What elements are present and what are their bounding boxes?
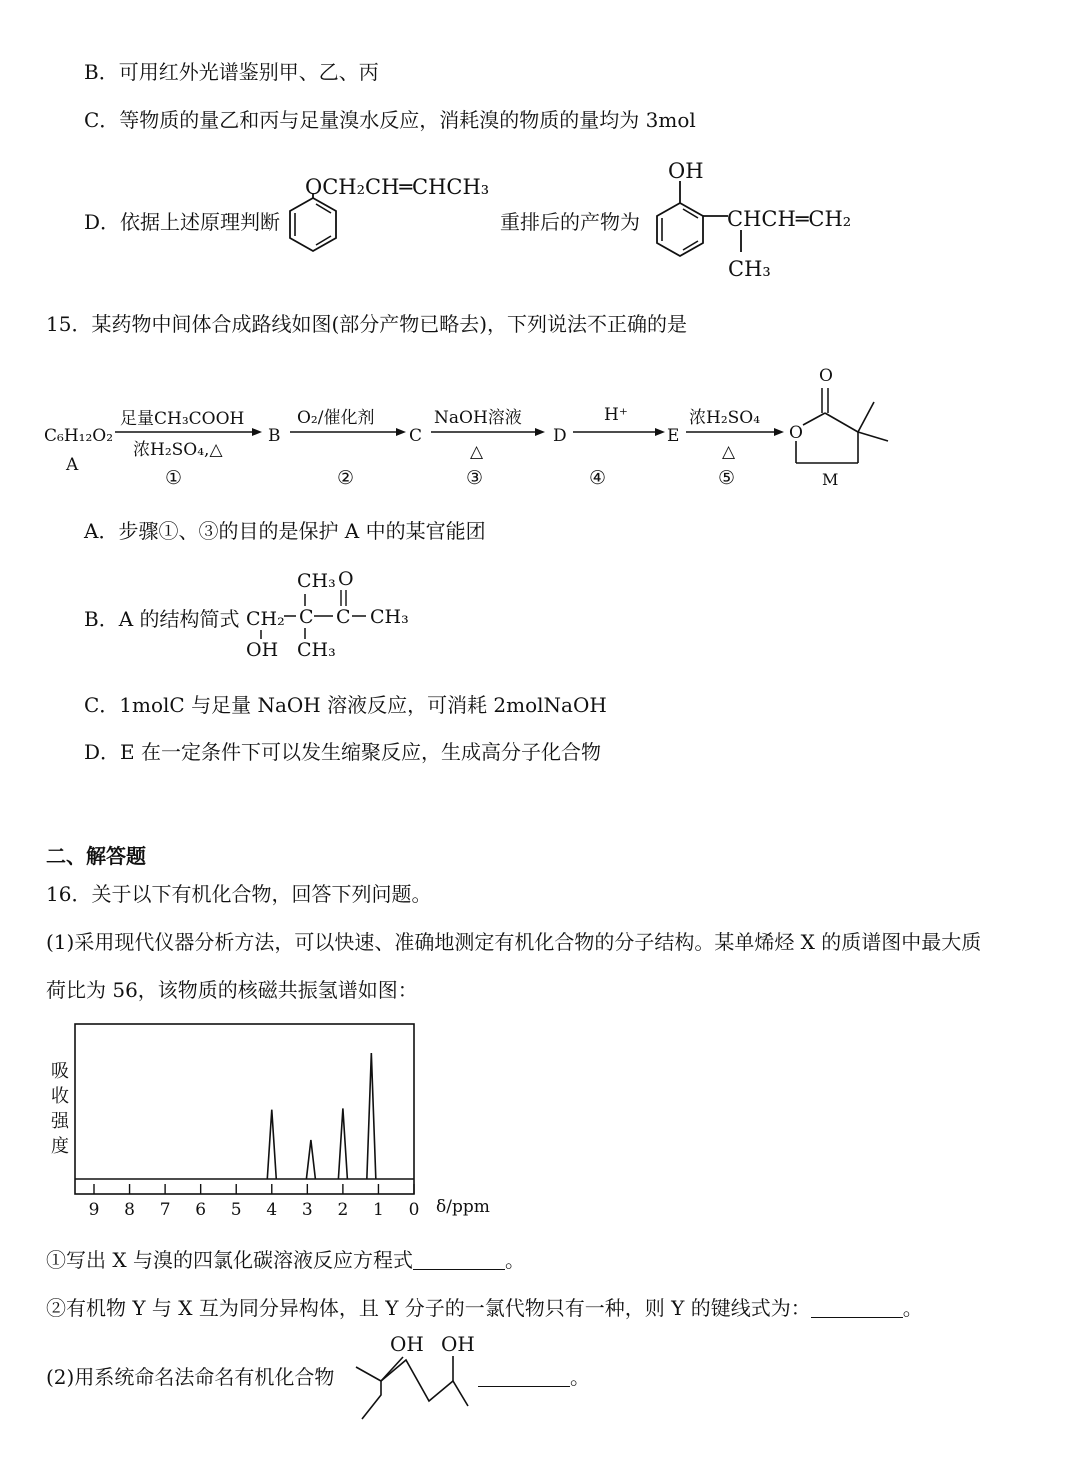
- nmr-tick-label: 8: [124, 1200, 135, 1220]
- nmr-xlabel: δ/ppm: [436, 1197, 490, 1217]
- nmr-ylabel-char: 收: [51, 1086, 69, 1107]
- nmr-ylabel-char: 强: [51, 1111, 69, 1132]
- q16-part2-answer: [478, 1367, 590, 1387]
- a-carbonyl-carbon: C: [336, 606, 351, 628]
- q16-part1-line1: (1)采用现代仪器分析方法，可以快速、准确地测定有机化合物的分子结构。某单烯烃 X 的质谱图中最大质: [46, 930, 982, 954]
- a-ch2-label: CH₂: [246, 608, 285, 630]
- step2-reagent: O₂/催化剂: [297, 408, 375, 428]
- nmr-tick-label: 3: [301, 1200, 313, 1220]
- nmr-ylabel-char: 吸: [51, 1061, 69, 1082]
- a-right-methyl: CH₃: [370, 606, 409, 628]
- q16-part2-end: 。: [570, 1365, 590, 1389]
- compound-d: D: [553, 426, 567, 446]
- product-methyl-label: CH₃: [728, 257, 771, 281]
- a-carbonyl-oxygen: O: [338, 568, 354, 590]
- step5-reagent: 浓H₂SO₄: [689, 408, 761, 428]
- answer-blank-3[interactable]: [478, 1386, 570, 1387]
- q15-option-c: C．1molC 与足量 NaOH 溶液反应，可消耗 2molNaOH: [84, 693, 607, 717]
- m-label: M: [822, 470, 839, 489]
- compound-b: B: [268, 426, 281, 446]
- nmr-tick-label: 9: [88, 1200, 100, 1220]
- q14-option-b: B．可用红外光谱鉴别甲、乙、丙: [84, 60, 379, 84]
- step4-number: ④: [589, 467, 607, 489]
- step2-number: ②: [337, 467, 355, 489]
- reactant-chain-label: OCH₂CH═CHCH₃: [305, 175, 490, 199]
- compound-a-formula: C₆H₁₂O₂: [44, 426, 114, 446]
- step1-number: ①: [165, 467, 183, 489]
- nmr-tick-label: 4: [266, 1200, 278, 1220]
- step3-number: ③: [466, 467, 484, 489]
- q16-sub1-end: 。: [504, 1248, 525, 1272]
- product-chain-label: CHCH═CH₂: [727, 207, 852, 231]
- q14-option-d-prefix: D．依据上述原理判断: [84, 210, 281, 234]
- step4-reagent: H⁺: [604, 405, 628, 425]
- step3-condition: △: [470, 442, 484, 462]
- nmr-tick-label: 0: [408, 1200, 420, 1220]
- nmr-tick-label: 1: [373, 1200, 384, 1220]
- a-oh-label: OH: [246, 639, 279, 661]
- q16-sub1-text: ①写出 X 与溴的四氯化碳溶液反应方程式: [46, 1248, 413, 1272]
- a-central-carbon: C: [299, 606, 314, 628]
- diol-oh-1: OH: [390, 1332, 424, 1356]
- a-top-methyl: CH₃: [297, 570, 336, 592]
- a-bottom-methyl: CH₃: [297, 639, 336, 661]
- q16-sub2-end: 。: [902, 1296, 923, 1320]
- q15-option-a: A．步骤①、③的目的是保护 A 中的某官能团: [84, 519, 486, 543]
- m-ring-o: O: [789, 423, 803, 443]
- q14-option-d-middle: 重排后的产物为: [500, 210, 640, 234]
- step1-reagent: 足量CH₃COOH: [120, 409, 245, 429]
- compound-e: E: [667, 426, 680, 446]
- q15-option-d: D．E 在一定条件下可以发生缩聚反应，生成高分子化合物: [84, 740, 601, 764]
- q16-sub2-text: ②有机物 Y 与 X 互为同分异构体，且 Y 分子的一氯代物只有一种，则 Y 的键线式为：: [46, 1296, 811, 1320]
- q14-option-c: C．等物质的量乙和丙与足量溴水反应，消耗溴的物质的量均为 3mol: [84, 108, 696, 132]
- step5-number: ⑤: [718, 467, 736, 489]
- nmr-tick-label: 6: [195, 1200, 207, 1220]
- q16-part1-line2: 荷比为 56，该物质的核磁共振氢谱如图：: [46, 978, 418, 1002]
- nmr-ylabel-char: 度: [51, 1136, 69, 1157]
- nmr-tick-label: 5: [230, 1200, 242, 1220]
- nmr-tick-label: 7: [159, 1200, 171, 1220]
- compound-c: C: [409, 426, 423, 446]
- step3-reagent: NaOH溶液: [434, 408, 522, 428]
- compound-a-label: A: [66, 455, 79, 475]
- q15-stem: 15．某药物中间体合成路线如图(部分产物已略去)，下列说法不正确的是: [46, 312, 688, 336]
- q16-stem: 16．关于以下有机化合物，回答下列问题。: [46, 882, 432, 906]
- m-carbonyl-o: O: [819, 366, 833, 386]
- q15-option-b-prefix: B．A 的结构简式: [84, 607, 240, 631]
- product-oh-label: OH: [668, 159, 704, 183]
- section-title: 二、解答题: [46, 844, 146, 868]
- nmr-tick-label: 2: [337, 1200, 349, 1220]
- step5-condition: △: [722, 442, 736, 462]
- diol-oh-2: OH: [441, 1332, 475, 1356]
- step1-condition: 浓H₂SO₄,△: [133, 440, 223, 460]
- q16-part2: (2)用系统命名法命名有机化合物: [46, 1365, 335, 1389]
